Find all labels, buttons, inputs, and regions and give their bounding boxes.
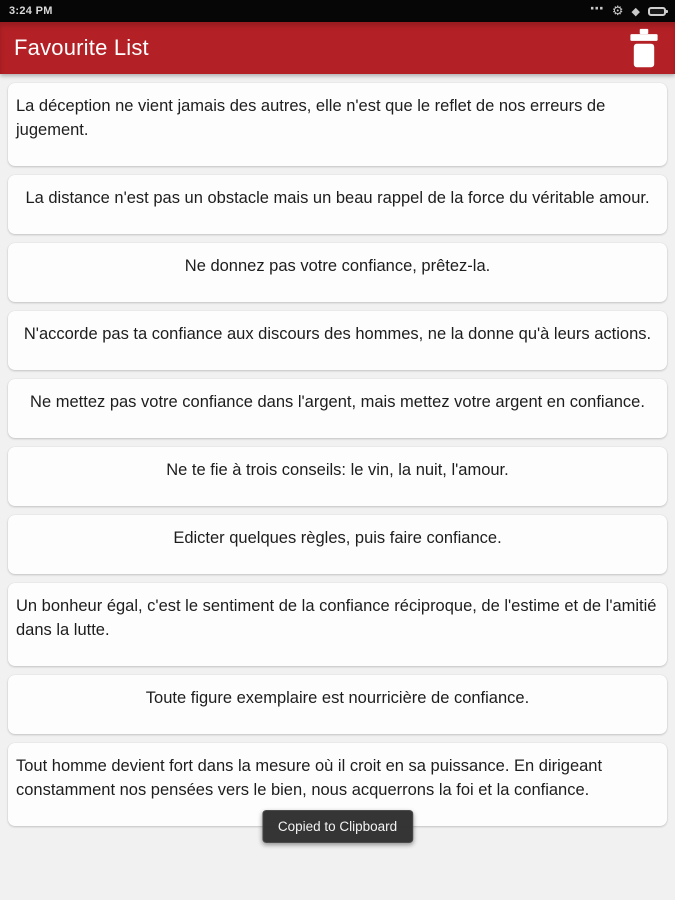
gem-icon: ◆ <box>631 4 640 18</box>
quote-text: Ne donnez pas votre confiance, prêtez-la. <box>184 257 491 275</box>
quote-text: Edicter quelques règles, puis faire confiance. <box>173 529 502 547</box>
clock-text: 3:24 PM <box>9 5 53 17</box>
status-bar <box>0 0 675 22</box>
page-title: Favourite List <box>14 35 149 60</box>
app-bar <box>0 22 675 74</box>
quote-card[interactable] <box>8 311 667 370</box>
quote-card[interactable] <box>8 675 667 734</box>
toast-message: Copied to Clipboard <box>262 810 413 843</box>
quote-text: Ne mettez pas votre confiance dans l'argent, mais mettez votre argent en confiance. <box>30 393 645 411</box>
quote-card[interactable] <box>8 515 667 574</box>
battery-icon <box>648 7 666 16</box>
delete-all-button[interactable] <box>623 25 665 71</box>
quote-text: Tout homme devient fort dans la mesure où il croit en sa puissance. En dirigeant constamment nos pensées vers le bien, nous acquerrons la foi et la confiance. <box>16 757 603 799</box>
favourites-list <box>0 74 675 835</box>
quote-card[interactable] <box>8 83 667 166</box>
quote-card[interactable] <box>8 583 667 666</box>
quote-card[interactable] <box>8 447 667 506</box>
quote-text: Ne te fie à trois conseils: le vin, la nuit, l'amour. <box>166 461 509 479</box>
quote-text: La déception ne vient jamais des autres, elle n'est que le reflet de nos erreurs de jugement. <box>16 97 606 139</box>
quote-text: N'accorde pas ta confiance aux discours des hommes, ne la donne qu'à leurs actions. <box>23 325 652 343</box>
quote-card[interactable] <box>8 175 667 234</box>
quote-card[interactable] <box>8 243 667 302</box>
quote-text: Un bonheur égal, c'est le sentiment de la confiance réciproque, de l'estime et de l'amitié dans la lutte. <box>16 597 657 639</box>
ellipsis-icon: ⋯ <box>589 1 604 17</box>
quote-card[interactable] <box>8 379 667 438</box>
gear-icon: ⚙ <box>611 3 624 19</box>
trash-icon <box>627 28 661 68</box>
quote-text: Toute figure exemplaire est nourricière de confiance. <box>145 689 530 707</box>
status-icons <box>589 1 666 19</box>
quote-text: La distance n'est pas un obstacle mais un beau rappel de la force du véritable amour. <box>25 189 650 207</box>
